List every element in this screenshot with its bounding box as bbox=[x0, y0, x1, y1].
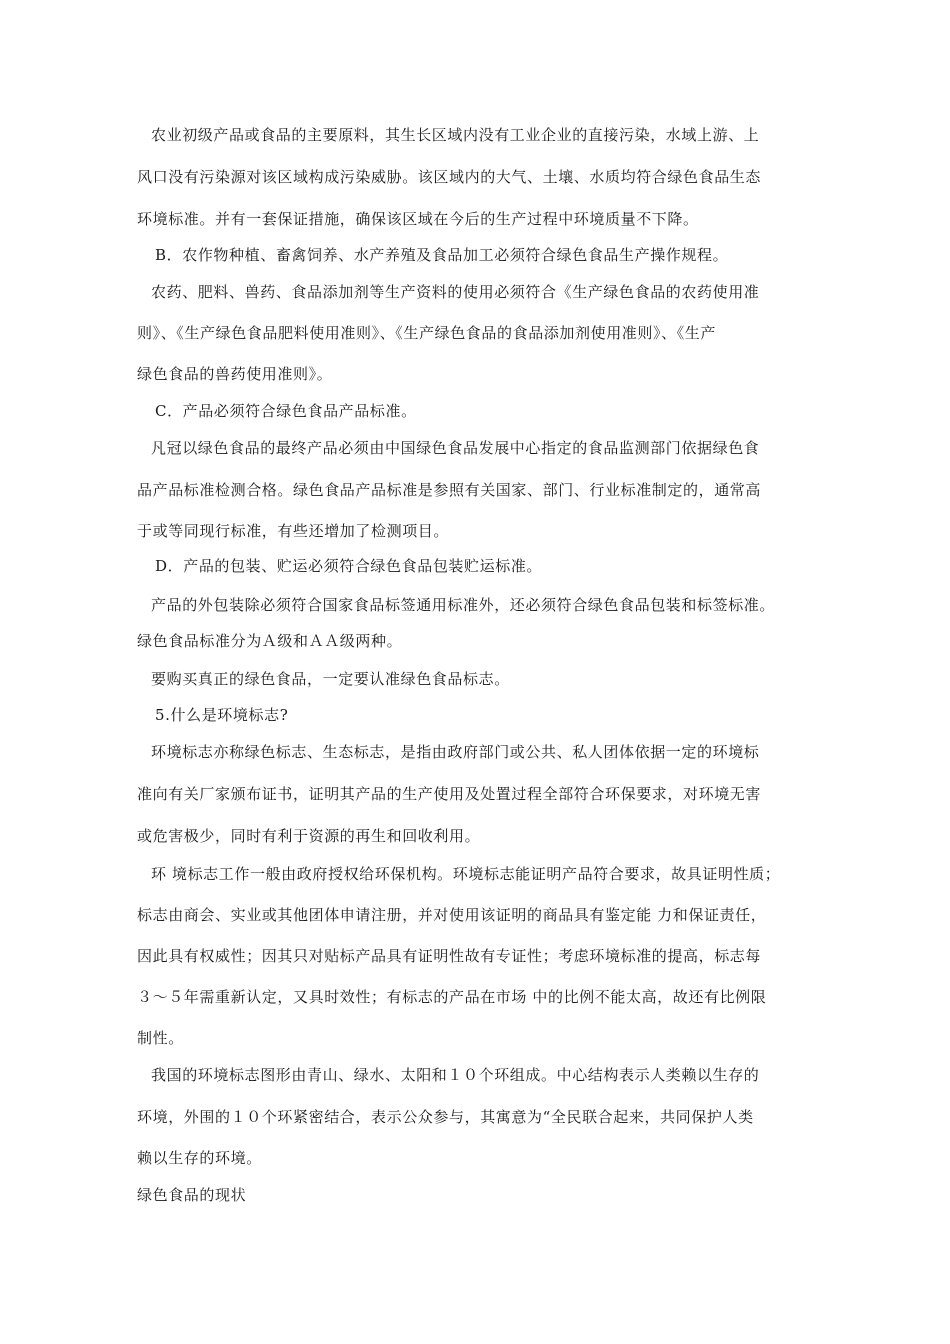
paragraph-line: 要购买真正的绿色食品，一定要认准绿色食品标志。 bbox=[151, 670, 510, 688]
paragraph-line: 于或等同现行标准，有些还增加了检测项目。 bbox=[137, 522, 450, 540]
paragraph-line: 环境，外围的１０个环紧密结合，表示公众参与，其寓意为“全民联合起来，共同保护人类 bbox=[137, 1108, 754, 1126]
item-c-heading: C．产品必须符合绿色食品产品标准。 bbox=[155, 402, 417, 420]
paragraph-line: 准向有关厂家颁布证书，证明其产品的生产使用及处置过程全部符合环保要求，对环境无害 bbox=[137, 785, 762, 803]
paragraph-line: 则》、《生产绿色食品肥料使用准则》、《生产绿色食品的食品添加剂使用准则》、《生产 bbox=[137, 324, 717, 342]
item-b-heading: B．农作物种植、畜禽饲养、水产养殖及食品加工必须符合绿色食品生产操作规程。 bbox=[155, 246, 729, 264]
paragraph-line: 品产品标准检测合格。绿色食品产品标准是参照有关国家、部门、行业标准制定的，通常高 bbox=[137, 481, 762, 499]
item-d-heading: D．产品的包装、贮运必须符合绿色食品包装贮运标准。 bbox=[155, 557, 543, 575]
paragraph-line: 风口没有污染源对该区域构成污染威胁。该区域内的大气、土壤、水质均符合绿色食品生态 bbox=[137, 168, 762, 186]
paragraph-line: 绿色食品的兽药使用准则》。 bbox=[137, 365, 333, 383]
paragraph-line: ３～５年需重新认定，又具时效性；有标志的产品在市场 中的比例不能太高，故还有比例限 bbox=[137, 988, 767, 1006]
paragraph-line: 农药、肥料、兽药、食品添加剂等生产资料的使用必须符合《生产绿色食品的农药使用准 bbox=[151, 283, 760, 301]
paragraph-line: 我国的环境标志图形由青山、绿水、太阳和１０个环组成。中心结构表示人类赖以生存的 bbox=[151, 1066, 760, 1084]
section-heading: 5.什么是环境标志? bbox=[155, 706, 289, 724]
paragraph-line: 或危害极少，同时有利于资源的再生和回收利用。 bbox=[137, 827, 481, 845]
paragraph-line: 环 境标志工作一般由政府授权给环保机构。环境标志能证明产品符合要求，故具证明性质； bbox=[151, 865, 781, 883]
paragraph-line: 赖以生存的环境。 bbox=[137, 1149, 262, 1167]
paragraph-line: 农业初级产品或食品的主要原料，其生长区域内没有工业企业的直接污染，水域上游、上 bbox=[151, 126, 760, 144]
paragraph-line: 因此具有权威性；因其只对贴标产品具有证明性故有专证性；考虑环境标准的提高，标志每 bbox=[137, 947, 762, 965]
paragraph-line: 凡冠以绿色食品的最终产品必须由中国绿色食品发展中心指定的食品监测部门依据绿色食 bbox=[151, 439, 760, 457]
paragraph-line: 环境标志亦称绿色标志、生态标志，是指由政府部门或公共、私人团体依据一定的环境标 bbox=[151, 743, 760, 761]
paragraph-line: 制性。 bbox=[137, 1029, 184, 1047]
paragraph-line: 绿色食品标准分为Ａ级和ＡＡ级两种。 bbox=[137, 632, 403, 650]
section-heading: 绿色食品的现状 bbox=[137, 1186, 247, 1204]
paragraph-line: 环境标准。并有一套保证措施，确保该区域在今后的生产过程中环境质量不下降。 bbox=[137, 210, 699, 228]
paragraph-line: 产品的外包装除必须符合国家食品标签通用标准外，还必须符合绿色食品包装和标签标准。 bbox=[151, 596, 776, 614]
paragraph-line: 标志由商会、实业或其他团体申请注册，并对使用该证明的商品具有鉴定能 力和保证责任， bbox=[137, 906, 767, 924]
